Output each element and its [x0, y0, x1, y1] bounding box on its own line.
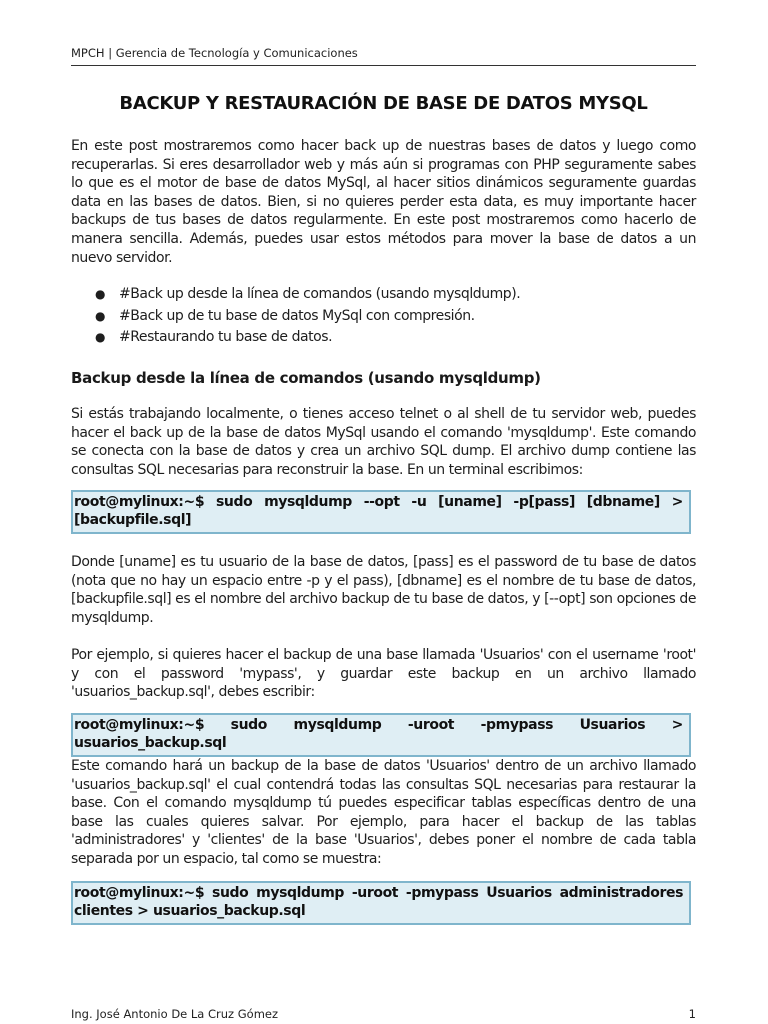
paragraph-mysqldump-intro: Si estás trabajando localmente, o tienes acceso telnet o al shell de tu servidor web, puedes hacer el back up de la base de datos MySql usando el comando 'mysqldump'. Este comando se conecta con la base de datos y crea un archivo SQL dump. El archivo dump contiene las consultas SQL necesarias para reconstruir la base. En un terminal escribimos: — [71, 406, 696, 478]
list-item-text: #Back up de tu base de datos MySql con compresión. — [119, 307, 475, 324]
bullet-icon: ● — [95, 308, 106, 323]
list-item-text: #Back up desde la línea de comandos (usando mysqldump). — [119, 286, 521, 302]
paragraph-parameters: Donde [uname] es tu usuario de la base de datos, [pass] es el password de tu base de datos (nota que no hay un espacio entre -p y el pass), [dbname] es el nombre de tu base de datos, [backupfile.sql] es el nombre del archivo backup de tu base de datos, y [--opt] son opciones de mysqldump. — [71, 554, 696, 626]
intro-paragraph: En este post mostraremos como hacer back up de nuestras bases de datos y luego como recuperarlas. Si eres desarrollador web y más aún si programas con PHP seguramente sabes lo que es el motor de base de datos MySql, al hacer sitios dinámicos seguramente guardas data en las bases de datos. Bien, si no quieres perder esta data, es muy importante hacer backups de tus bases de datos regularmente. En este post mostraremos como hacerlo de manera sencilla. Además, puedes usar estos métodos para mover la base de datos a un nuevo servidor. — [71, 138, 696, 266]
page-header: MPCH | Gerencia de Tecnología y Comunicaciones — [71, 46, 696, 66]
document-page — [71, 0, 696, 1024]
topics-list — [71, 284, 696, 349]
list-item — [71, 327, 696, 349]
bullet-icon: ● — [95, 330, 106, 344]
code-block-dump-usuarios: root@mylinux:~$ sudo mysqldump -uroot -pmypass Usuarios > usuarios_backup.sql — [71, 713, 691, 757]
footer-author: Ing. José Antonio De La Cruz Gómez — [71, 1007, 279, 1021]
code-block-dump-generic: root@mylinux:~$ sudo mysqldump --opt -u [uname] -p[pass] [dbname] > [backupfile.sql] — [71, 490, 691, 534]
list-item — [71, 284, 696, 306]
page-number: 1 — [688, 1007, 696, 1021]
list-item — [71, 306, 696, 328]
bullet-icon: ● — [95, 287, 106, 301]
list-item-text: #Restaurando tu base de datos. — [119, 329, 333, 345]
paragraph-tables: Este comando hará un backup de la base de datos 'Usuarios' dentro de un archivo llamado 'usuarios_backup.sql' el cual contendrá todas las consultas SQL necesarias para restaurar la base. Con el comando mysqldump tú puedes especificar tablas específicas dentro de una base las cuales quieres salvar. Por ejemplo, para hacer el backup de las tablas 'administradores' y 'clientes' de la base 'Usuarios', debes poner el nombre de cada tabla separada por un espacio, tal como se muestra: — [71, 758, 696, 867]
document-title: BACKUP Y RESTAURACIÓN DE BASE DE DATOS MYSQL — [119, 93, 648, 114]
section-heading: Backup desde la línea de comandos (usando mysqldump) — [71, 369, 541, 387]
paragraph-example: Por ejemplo, si quieres hacer el backup de una base llamada 'Usuarios' con el username 'root' y con el password 'mypass', y guardar este backup en un archivo llamado 'usuarios_backup.sql', debes escribir: — [71, 647, 696, 701]
code-block-dump-tables: root@mylinux:~$ sudo mysqldump -uroot -pmypass Usuarios administradores clientes > usuarios_backup.sql — [71, 881, 691, 925]
